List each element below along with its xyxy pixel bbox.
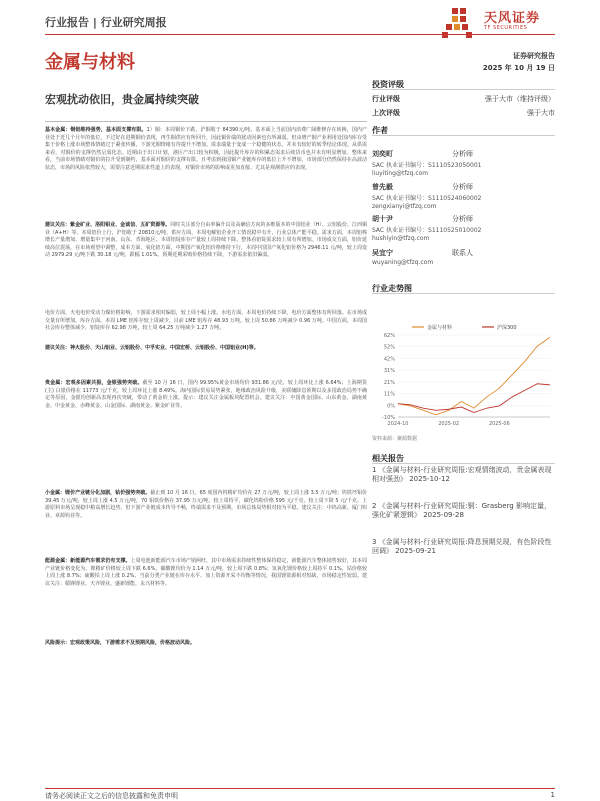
disclaimer-notice: 请务必阅读正文之后的信息披露和免责申明 bbox=[45, 792, 178, 800]
chart-series-line bbox=[398, 337, 550, 415]
analyst-cert: SAC 执业证书编号：S1110525010002 bbox=[372, 227, 482, 234]
chart-x-tick-label: 2025-06 bbox=[488, 421, 510, 427]
chart-y-tick-label: 52% bbox=[383, 344, 395, 351]
chart-divider bbox=[372, 293, 555, 294]
chart-y-tick-label: 42% bbox=[383, 356, 395, 363]
related-heading: 相关报告 bbox=[372, 454, 404, 463]
analyst-cert: SAC 执业证书编号：S1110523050001 bbox=[372, 162, 482, 169]
header-divider bbox=[45, 34, 555, 35]
analyst-name: 刘奕町 bbox=[372, 150, 393, 158]
footer-divider bbox=[45, 788, 555, 789]
body-paragraph-energy-metals: 能源金属：新能源汽车需求仍有支撑。上周电池新能源汽车市场产销两旺，其中市场需求持续性整体保持稳定，新能源汽车整体销售较好，其本周产业链价格变化为，锂精矿价格较上周下跌 6.6%，碳酸锂均价为 1.14 万元/吨，较上周下跌 0.8%；氢氧化锂价格较上周持平 0.1%，钴价格较上周上涨 8.7%；硫酸钴上周上涨 0.2%。当前分类产业链在库存水平、加上资源开采不均衡等情况，我国锂资源相对短缺，市场稳定性较弱。建议关注：赣锋锂业、天齐锂业、盛新锂能、永兴材料等。 bbox=[45, 558, 367, 587]
chart-y-tick-label: 62% bbox=[383, 333, 395, 339]
page-subtitle: 宏观扰动依旧，贵金属持续突破 bbox=[45, 93, 199, 106]
related-report-link[interactable]: 2 《金属与材料-行业研究周报:铜：Grasberg 影响定量，强化矿紧逻辑》 2025-09-28 bbox=[372, 502, 551, 519]
analyst-name: 曾先毅 bbox=[372, 183, 393, 191]
page-number: 1 bbox=[550, 791, 555, 799]
analyst-role: 分析师 bbox=[452, 150, 473, 158]
chart-source: 资料来源：聚源数据 bbox=[372, 436, 418, 442]
chart-y-tick-label: 31% bbox=[383, 368, 395, 375]
analyst-role: 分析师 bbox=[452, 183, 473, 191]
analyst-email[interactable]: liuyiting@tfzq.com bbox=[372, 170, 429, 177]
analysts-heading: 作者 bbox=[372, 126, 388, 135]
analyst-name: 胡十尹 bbox=[372, 215, 393, 223]
body-paragraph-minor-metals: 小金属：锂价产业链分化加剧，钴价强势突破。截止到 10 月 16 日，65 度国内钨精矿均价在 27 万元/吨，较上周上涨 3.5 万元/吨；钨铁坯钼价 39.45 万元/吨，较上周上涨 4.5 万元/吨，70 钼铁价格在 37.95 万元/吨，较上周持平，碳化钨粉价格 595 元/千克，较上周下降 5 元/千克，上游原料市场呈现稳中稍高增长趋势，但下游产业链成本传导不畅，终端需求不及预期，市场总体局势相对较为平稳。建议关注：中钨高新、厦门钨业、章源钨业等。 bbox=[45, 490, 367, 519]
body-paragraph-aluminum-picks: 建议关注：神火股份、天山铝业、云铝股份、中孚实业、中国宏桥、云铝股份、中国铝业(H)等。 bbox=[45, 345, 259, 351]
analyst-role: 分析师 bbox=[452, 215, 473, 223]
analyst-email[interactable]: hushiyin@tfzq.com bbox=[372, 235, 430, 242]
industry-trend-chart bbox=[372, 321, 555, 429]
report-date: 2025 年 10 月 19 日 bbox=[482, 64, 555, 72]
analysts-divider bbox=[372, 135, 555, 136]
brand-name-en: TF SECURITIES bbox=[484, 25, 528, 31]
contact-name: 吴宜宁 bbox=[372, 249, 393, 257]
report-type: 证券研究报告 bbox=[513, 52, 555, 60]
contact-role: 联系人 bbox=[452, 249, 473, 257]
related-report-link[interactable]: 1 《金属与材料-行业研究周报:宏观情绪波动，贵金属表现相对强劲》 2025-10-12 bbox=[372, 466, 552, 483]
chart-x-tick-label: 2024-10 bbox=[387, 421, 409, 427]
risk-warning: 风险提示：宏观政策风险，下游需求不及预期风险，价格波动风险。 bbox=[45, 640, 196, 646]
related-report-link[interactable]: 3 《金属与材料-行业研究周报:降息预期兑现，有色阶段性回调》 2025-09-21 bbox=[372, 538, 552, 555]
prev-rating-label: 上次评级 bbox=[372, 109, 400, 117]
chart-y-tick-label: 0% bbox=[387, 403, 395, 410]
analyst-email[interactable]: zengxianyi@tfzq.com bbox=[372, 203, 437, 210]
tf-securities-logo-icon bbox=[438, 6, 478, 42]
chart-heading: 行业走势图 bbox=[372, 284, 412, 293]
chart-y-tick-label: 11% bbox=[383, 391, 395, 398]
industry-rating-label: 行业评级 bbox=[372, 95, 400, 103]
rating-heading: 投资评级 bbox=[372, 80, 404, 89]
chart-y-tick-label: -10% bbox=[382, 415, 395, 421]
subtitle-divider bbox=[45, 121, 367, 122]
chart-y-tick-label: 21% bbox=[383, 379, 395, 386]
related-divider bbox=[372, 463, 555, 464]
prev-rating-value: 强于大市 bbox=[527, 109, 555, 117]
page-title: 金属与材料 bbox=[45, 52, 135, 73]
analyst-cert: SAC 执业证书编号：S1110524060002 bbox=[372, 195, 482, 202]
industry-rating-value: 强于大市（维持评级） bbox=[485, 95, 555, 103]
brand-name: 天风证券 bbox=[484, 11, 541, 26]
body-paragraph-aluminum-cont: 电价方面，火电电价受动力煤价格影响，下游需求相对偏弱，较上周小幅上涨。水电方面，本周电价持续下降，电价方面整体有所回落。在市场成交量有所增加。库存方面，本周 LME 铝库存较上周减少，目前 LME 铝库存 48.93 万吨。较上周 50.86 万吨减少 0.96 万吨。中国方面，本周国社会库存整体减少，铝锭库存 62.98 万吨，较上周 64.25 万吨减少 1.27 万吨。 bbox=[45, 310, 367, 332]
chart-x-tick-label: 2025-02 bbox=[438, 421, 460, 427]
chart-legend-label: 沪深300 bbox=[497, 325, 517, 331]
chart-legend-label: 金属与材料 bbox=[427, 325, 453, 331]
body-paragraph-precious-metals: 贵金属：宏观多因素共振，金银强势突破。截至 10 月 16 日，国内 99.95%黄金市场均价 931.86 元/克，较上周环比上涨 6.64%；上海期货 (主) 白银价格在 11773 元/千克，较上周环比上涨 8.49%。海内国际贸易局势紧张，地缘政治风险升级，美联储降息预期以及多国政治局势不确定等原因，金银均创新高表现再次突破，带动了黄金的上涨。提示：建议关注金属板块配置机会。建议关注：中国黄金国际、山东黄金、湖南黄金、中金黄金、赤峰黄金、山金国际、湖南黄金、紫金矿业等。 bbox=[45, 380, 367, 409]
body-paragraph-base-metals: 基本金属：铜铝维持强势，基本面支撑有限。1）铜：本周铜价下跌，沪铜收于 84390元/吨。基本面上当前国内消费广阔维修存在转换，国内产业处于近几个月年的低位，不过好在进期铜价表现，再生铜供应有所回升，因此铜价端的扰动因素也有所减弱。但由增产铜产业利用处国内库存受集于价格上涨市场整体情绪过于紧张传播，下游光铜情绪有待提升不增加。需求端量于变成一个稳健的状态，并未有较好的转季结论体现。从供需来看，对铜价的支撑仍然呈弱化态。近期由于出口计划，港区产出口较为积极，因此提升库存的积累态需求后续货币也并未有明显增加。整体来看，当前市场情绪对铜价的拉升受到制约，基本面对铜价的支撑有限。且考虑到我国铜产业链库存的低位上升不增加，市场部分仍然保持在高波动状态，市场的风险依然较大，需要注意近期需求性道上的表现，对铜价市场的影响或更加直接。尤其是观测供应的表现。 bbox=[45, 127, 367, 171]
report-category: 行业报告 | 行业研究周报 bbox=[45, 16, 167, 29]
body-paragraph-aluminum: 建议关注：紫金矿业、洛阳钼业、金诚信、五矿资源等。同时关注部分自由率偏升以及高确信方向的多维版本的中国铝业（H）、云铝股份、江西铜业（A+H）等。本周铝价上行，沪铝收于 20810元/吨。供应方面，本周电解铝企业开工情况稳中有升，行业总体产能平稳。需求方面，本周铝棒增长产量增加，增量集中于河南、山东、青海地区。本周铝锭库存产量较上周持续下降。整体看铝锭需求较上周有所增加。市场成交方面，铝价延续高位震荡，在市场观望中调整，成本方面，氧化铝方面，中期国产氧化铝价格维持下行，本周中国国产氧化铝价格为 2946.11 元/吨，较上周变动 2979.29 元/吨下跌 30.18 元/吨，跌幅 1.01%。预期近期采购价格持续下降，下游需求依旧偏弱。 bbox=[45, 222, 367, 259]
rating-divider bbox=[372, 89, 555, 90]
contact-email[interactable]: wuyaning@tfzq.com bbox=[372, 259, 434, 266]
